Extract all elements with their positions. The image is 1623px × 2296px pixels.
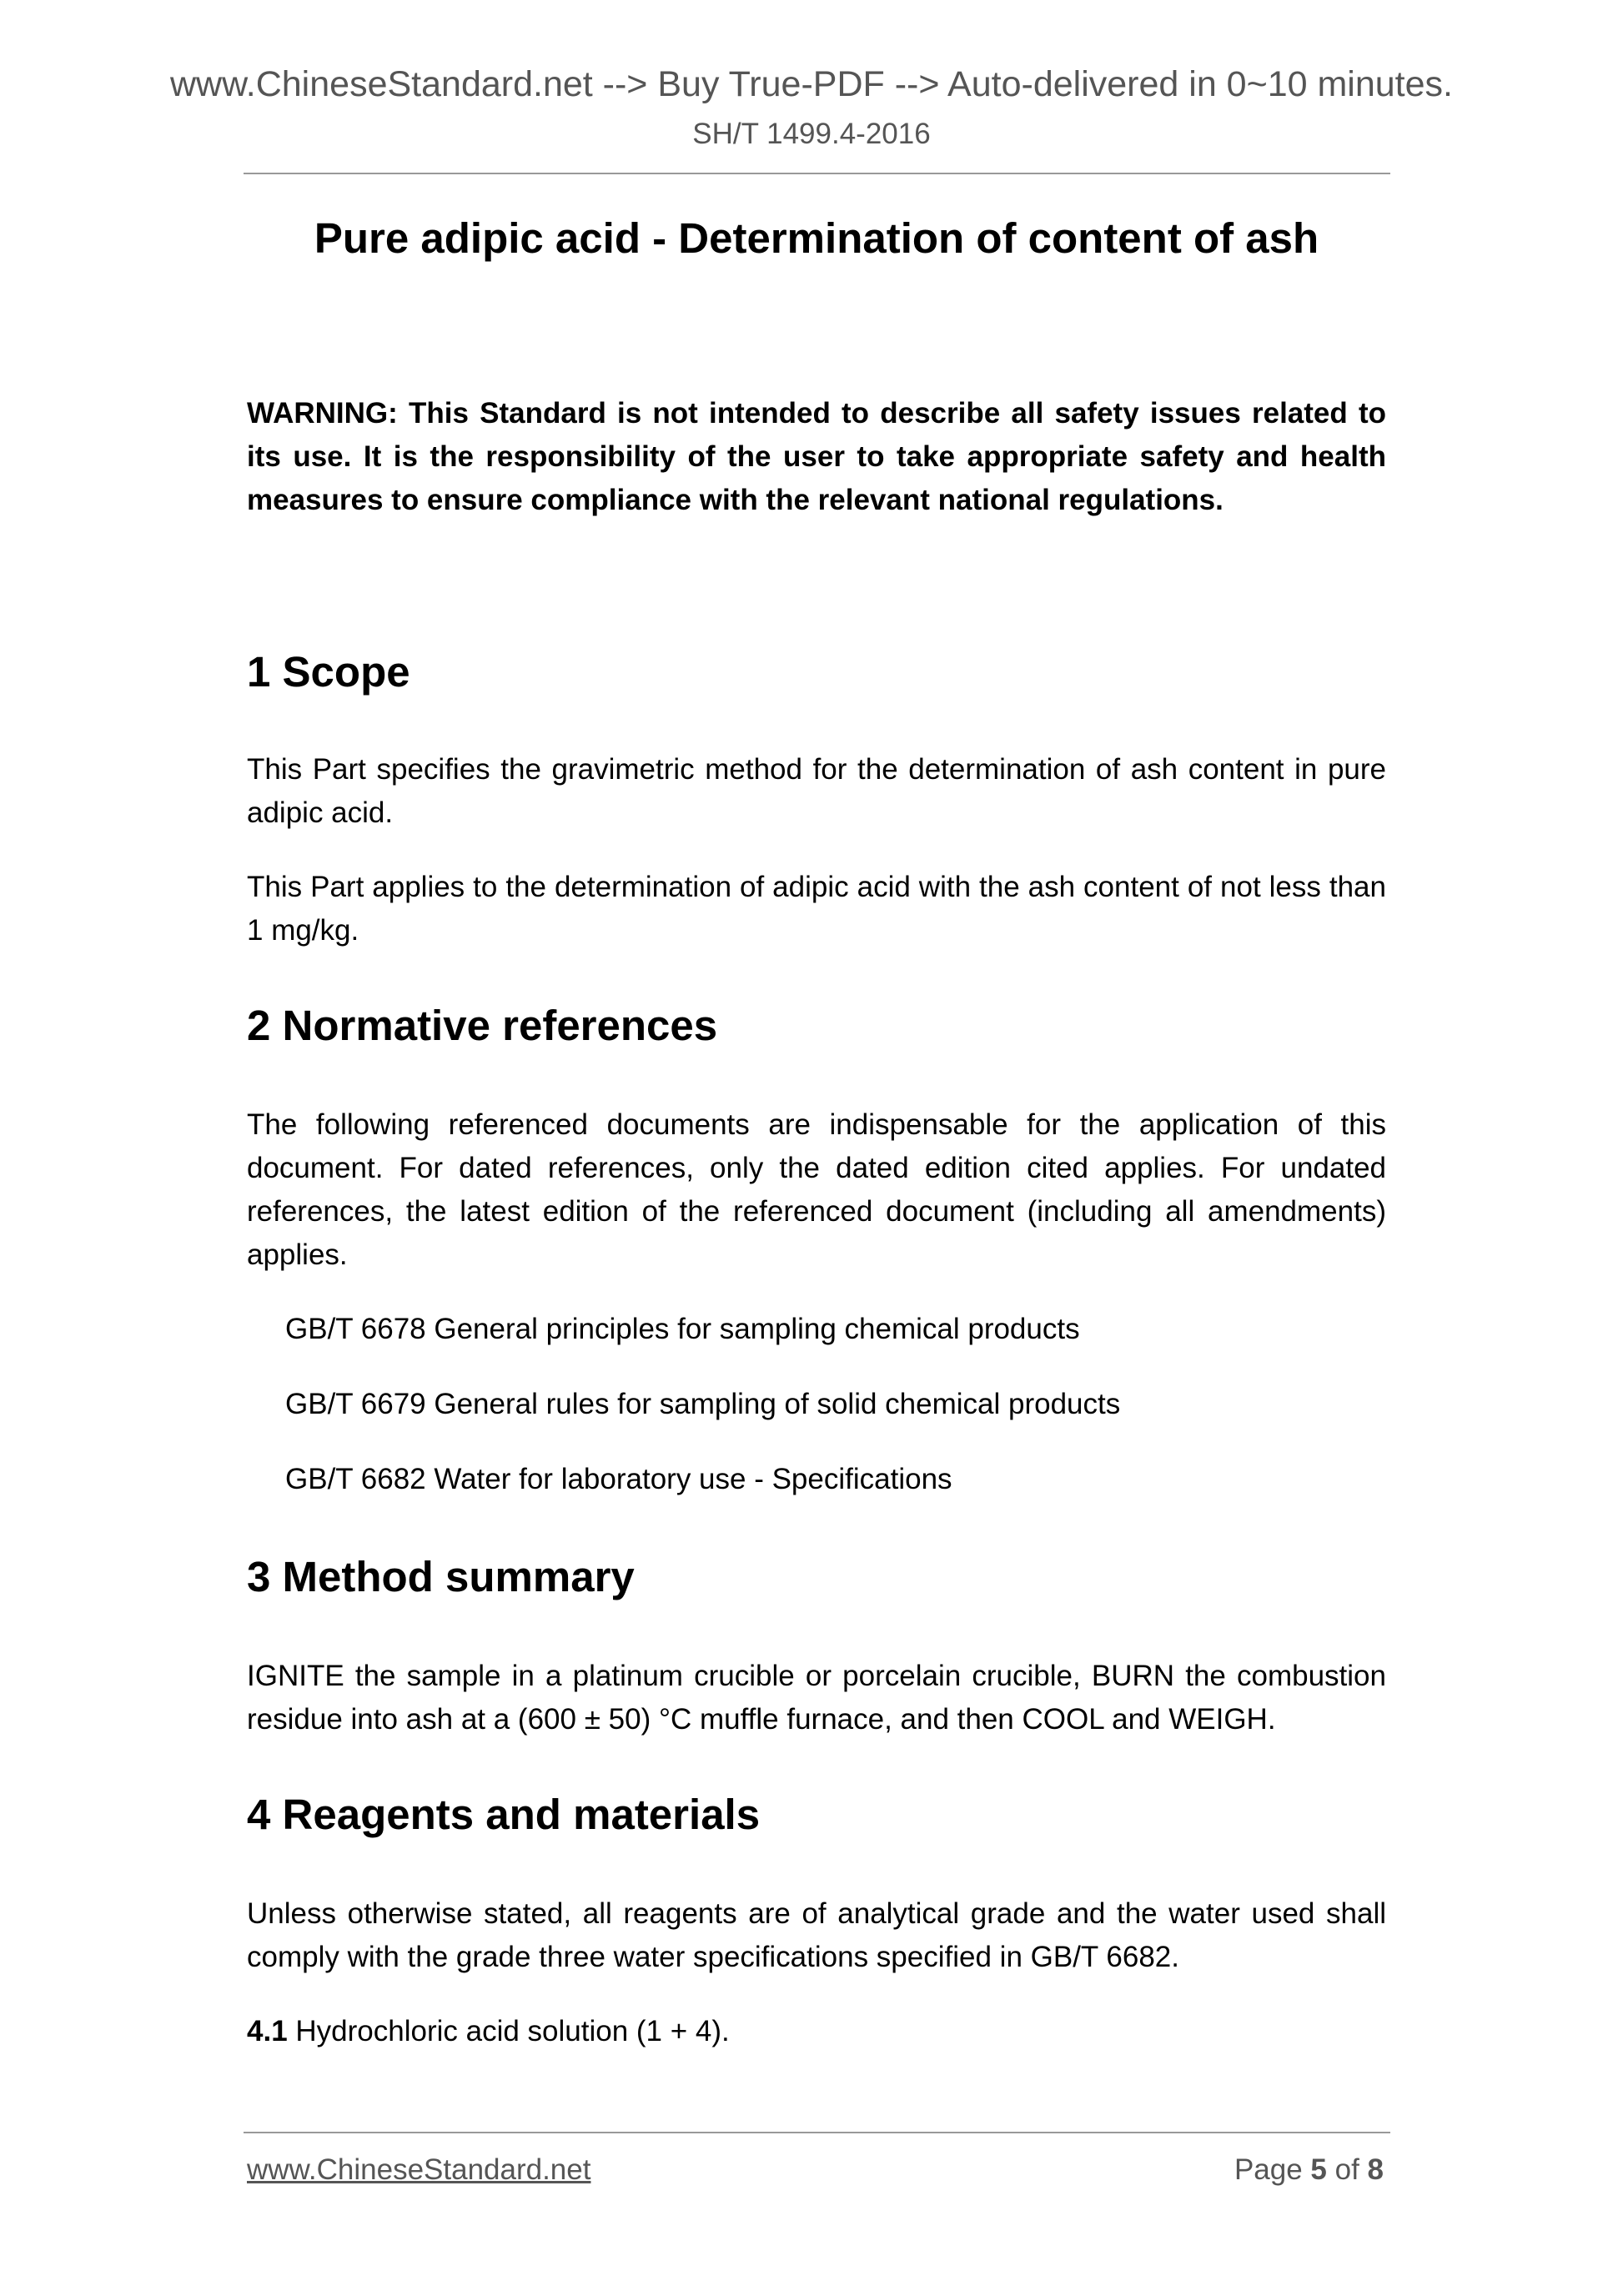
page-prefix: Page bbox=[1234, 2153, 1311, 2186]
reagent-item-number: 4.1 bbox=[247, 2015, 288, 2047]
reagent-item-4-1 bbox=[247, 2010, 1386, 2053]
footer-website-link[interactable]: www.ChineseStandard.net bbox=[247, 2153, 591, 2186]
reagents-paragraph: Unless otherwise stated, all reagents are of analytical grade and the water used shall comply with the grade three water specifications specified in GB/T 6682. bbox=[247, 1897, 1386, 1973]
reference-item: GB/T 6678 General principles for sampling chemical products bbox=[285, 1313, 1080, 1345]
footer-divider bbox=[244, 2132, 1390, 2133]
normative-paragraph: The following referenced documents are indispensable for the application of this document. For dated references, only the dated edition cited applies. For undated references, the latest edition of the referenced document (including all amendments) applies. bbox=[247, 1108, 1386, 1271]
scope-paragraph-1: This Part specifies the gravimetric method for the determination of ash content in pure adipic acid. bbox=[247, 753, 1386, 829]
document-title: Pure adipic acid - Determination of content of ash bbox=[314, 214, 1319, 262]
warning-notice: WARNING: This Standard is not intended to describe all safety issues related to its use. It is the responsibility of the user to take appropriate safety and health measures to ensure compliance with the relevant national regulations. bbox=[247, 397, 1386, 516]
section-heading-normative-references: 2 Normative references bbox=[247, 1002, 718, 1049]
section-heading-method-summary: 3 Method summary bbox=[247, 1553, 635, 1600]
header-divider bbox=[244, 173, 1390, 174]
page-indicator bbox=[1234, 2153, 1384, 2187]
scope-paragraph-2: This Part applies to the determination of adipic acid with the ash content of not less than 1 mg/kg. bbox=[247, 871, 1386, 947]
page-of: of bbox=[1326, 2153, 1368, 2186]
page-current: 5 bbox=[1310, 2153, 1327, 2186]
method-paragraph: IGNITE the sample in a platinum crucible or porcelain crucible, BURN the combustion residue into ash at a (600 ± 50) °C muffle furnace, and then COOL and WEIGH. bbox=[247, 1660, 1386, 1736]
standard-number: SH/T 1499.4-2016 bbox=[692, 118, 931, 150]
page-total: 8 bbox=[1367, 2153, 1384, 2186]
section-heading-scope: 1 Scope bbox=[247, 648, 410, 696]
section-heading-reagents: 4 Reagents and materials bbox=[247, 1791, 761, 1838]
reagent-item-text: Hydrochloric acid solution (1 + 4). bbox=[287, 2015, 730, 2047]
reference-item: GB/T 6682 Water for laboratory use - Specifications bbox=[285, 1463, 952, 1495]
reference-item: GB/T 6679 General rules for sampling of solid chemical products bbox=[285, 1388, 1121, 1420]
header-banner: www.ChineseStandard.net --> Buy True-PDF --> Auto-delivered in 0~10 minutes. bbox=[169, 64, 1453, 104]
